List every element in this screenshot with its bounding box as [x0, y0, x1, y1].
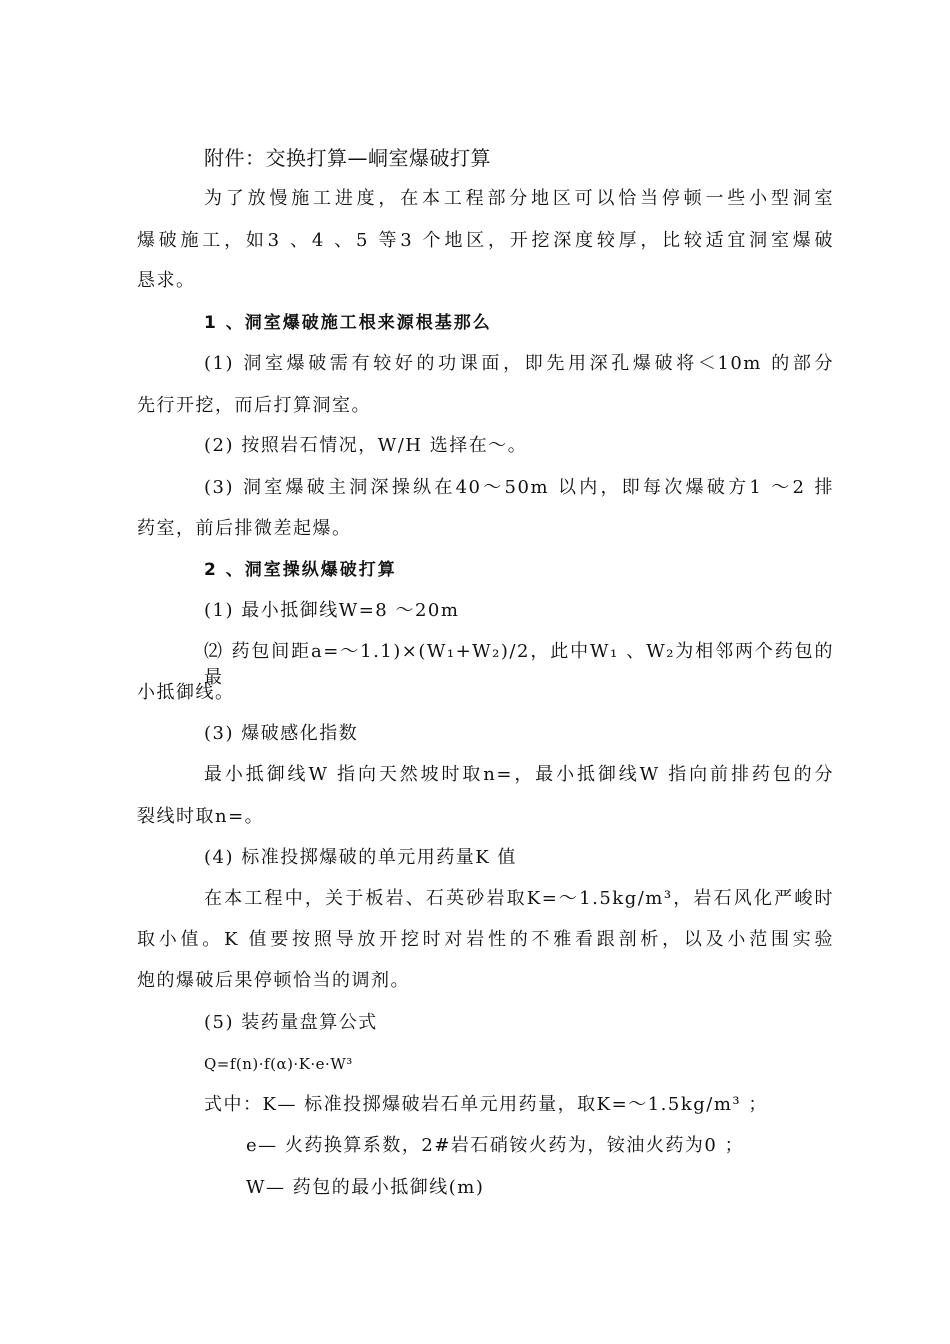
- section-1-line-5: 药室，前后排微差起爆。: [137, 518, 352, 539]
- section-2-line-5: 最小抵御线W 指向天然坡时取n=，最小抵御线W 指向前排药包的分: [204, 764, 834, 785]
- formula-definition-e: e— 火药换算系数，2#岩石硝铵火药为，铵油火药为0 ；: [246, 1135, 745, 1156]
- section-1-line-4: (3) 洞室爆破主洞深操纵在40～50m 以内，即每次爆破方1 ～2 排: [204, 477, 834, 498]
- section-2-line-8: 在本工程中，关于板岩、石英砂岩取K=～1.5kg/m³，岩石风化严峻时: [204, 888, 834, 909]
- formula-definition-k: 式中：K— 标准投掷爆破岩石单元用药量，取K=～1.5kg/m³ ；: [204, 1094, 768, 1115]
- section-2-heading: 2 、洞室操纵爆破打算: [204, 560, 397, 580]
- section-2-line-4: (3) 爆破感化指数: [204, 723, 359, 744]
- formula-line: Q=f(n)·f(α)·K·e·W³: [204, 1055, 353, 1073]
- intro-line-3: 恳求。: [137, 270, 196, 291]
- section-1-heading: 1 、洞室爆破施工根来源根基那么: [204, 313, 492, 333]
- section-1-line-1: (1) 洞室爆破需有较好的功课面，即先用深孔爆破将＜10m 的部分: [204, 353, 834, 374]
- section-2-line-7: (4) 标准投掷爆破的单元用药量K 值: [204, 847, 517, 868]
- formula-definition-w: W— 药包的最小抵御线(m): [246, 1177, 485, 1198]
- section-2-line-2: ⑵ 药包间距a=～1.1)×(W₁+W₂)/2，此中W₁ 、W₂为相邻两个药包的最: [204, 641, 834, 688]
- intro-line-2: 爆破施工，如3 、4 、5 等3 个地区，开挖深度较厚，比较适宜洞室爆破: [137, 230, 834, 251]
- section-1-line-3: (2) 按照岩石情况，W/H 选择在～。: [204, 435, 528, 456]
- section-2-line-10: 炮的爆破后果停顿恰当的调剂。: [137, 970, 410, 991]
- section-1-line-2: 先行开挖，而后打算洞室。: [137, 395, 371, 416]
- section-2-line-3: 小抵御线。: [137, 682, 235, 703]
- document-title: 附件：交换打算—峒室爆破打算: [204, 146, 491, 170]
- section-2-line-9: 取小值。K 值要按照导放开挖时对岩性的不雅看跟剖析，以及小范围实验: [137, 929, 834, 950]
- section-2-line-1: (1) 最小抵御线W=8 ～20m: [204, 600, 460, 621]
- section-2-line-11: (5) 装药量盘算公式: [204, 1012, 378, 1033]
- section-2-line-6: 裂线时取n=。: [137, 806, 265, 827]
- intro-line-1: 为了放慢施工进度，在本工程部分地区可以恰当停顿一些小型洞室: [204, 188, 834, 209]
